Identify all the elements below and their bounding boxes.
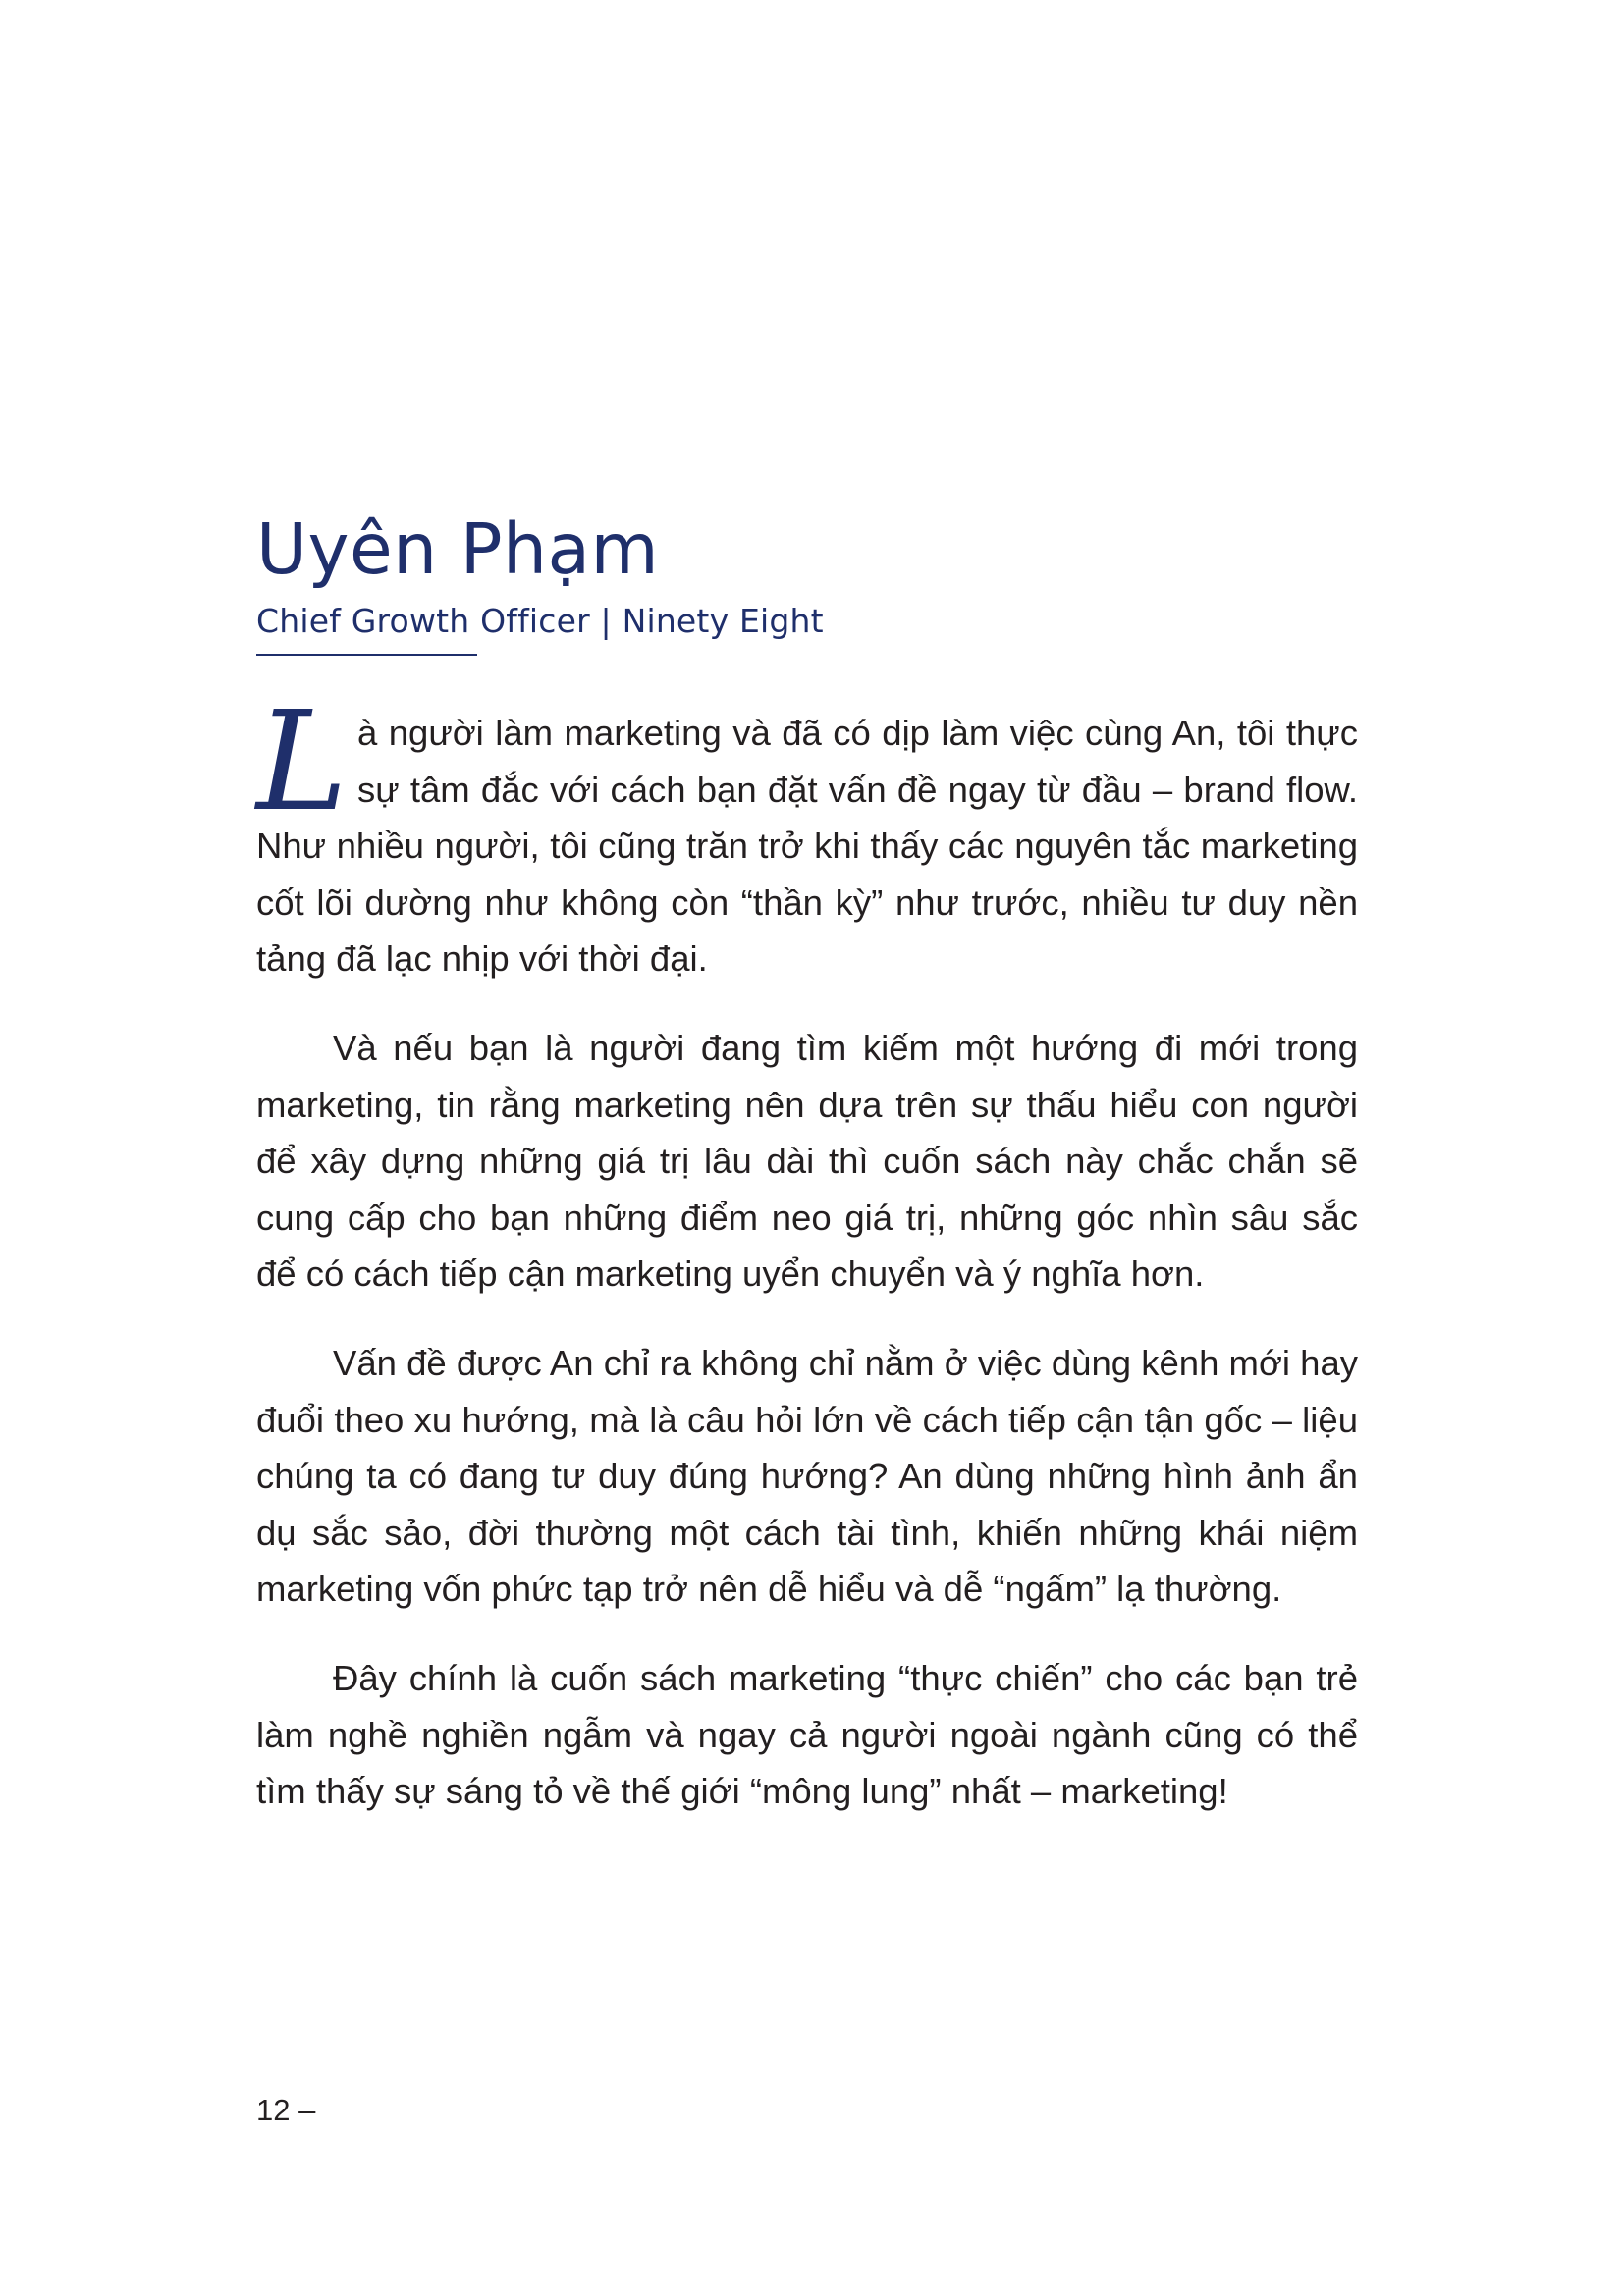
paragraph-4: Đây chính là cuốn sách marketing “thực chiến” cho các bạn trẻ làm nghề nghiền ngẫm và ngay cả người ngoài ngành cũng có thể tìm thấy sự sáng tỏ về thế giới “mông lung” nhất – marketing! [256, 1657, 1358, 1812]
paragraph-1 [256, 682, 1358, 988]
drop-cap: L [256, 682, 348, 842]
paragraph-3: Vấn đề được An chỉ ra không chỉ nằm ở việc dùng kênh mới hay đuổi theo xu hướng, mà là câu hỏi lớn về cách tiếp cận tận gốc – liệu chúng ta có đang tư duy đúng hướng? An dùng những hình ảnh ẩn dụ sắc sảo, đời thường một cách tài tình, khiến những khái niệm marketing vốn phức tạp trở nên dễ hiểu và dễ “ngấm” lạ thường. [256, 1342, 1358, 1610]
article-body [256, 682, 1358, 1852]
page-number: 12 – [256, 2093, 316, 2127]
author-role: Chief Growth Officer | Ninety Eight [256, 602, 824, 640]
author-block [256, 506, 1356, 643]
author-name: Uyên Phạm [256, 508, 660, 590]
heading-divider [256, 654, 477, 656]
paragraph-1-text: à người làm marketing và đã có dịp làm việc cùng An, tôi thực sự tâm đắc với cách bạn đặt vấn đề ngay từ đầu – brand flow. Như nhiều người, tôi cũng trăn trở khi thấy các nguyên tắc marketing cốt lõi dường như không còn “thần kỳ” như trước, nhiều tư duy nền tảng đã lạc nhịp với thời đại. [256, 713, 1358, 980]
paragraph-2: Và nếu bạn là người đang tìm kiếm một hướng đi mới trong marketing, tin rằng marketing nên dựa trên sự thấu hiểu con người để xây dựng những giá trị lâu dài thì cuốn sách này chắc chắn sẽ cung cấp cho bạn những điểm neo giá trị, những góc nhìn sâu sắc để có cách tiếp cận marketing uyển chuyển và ý nghĩa hơn. [256, 1027, 1358, 1295]
